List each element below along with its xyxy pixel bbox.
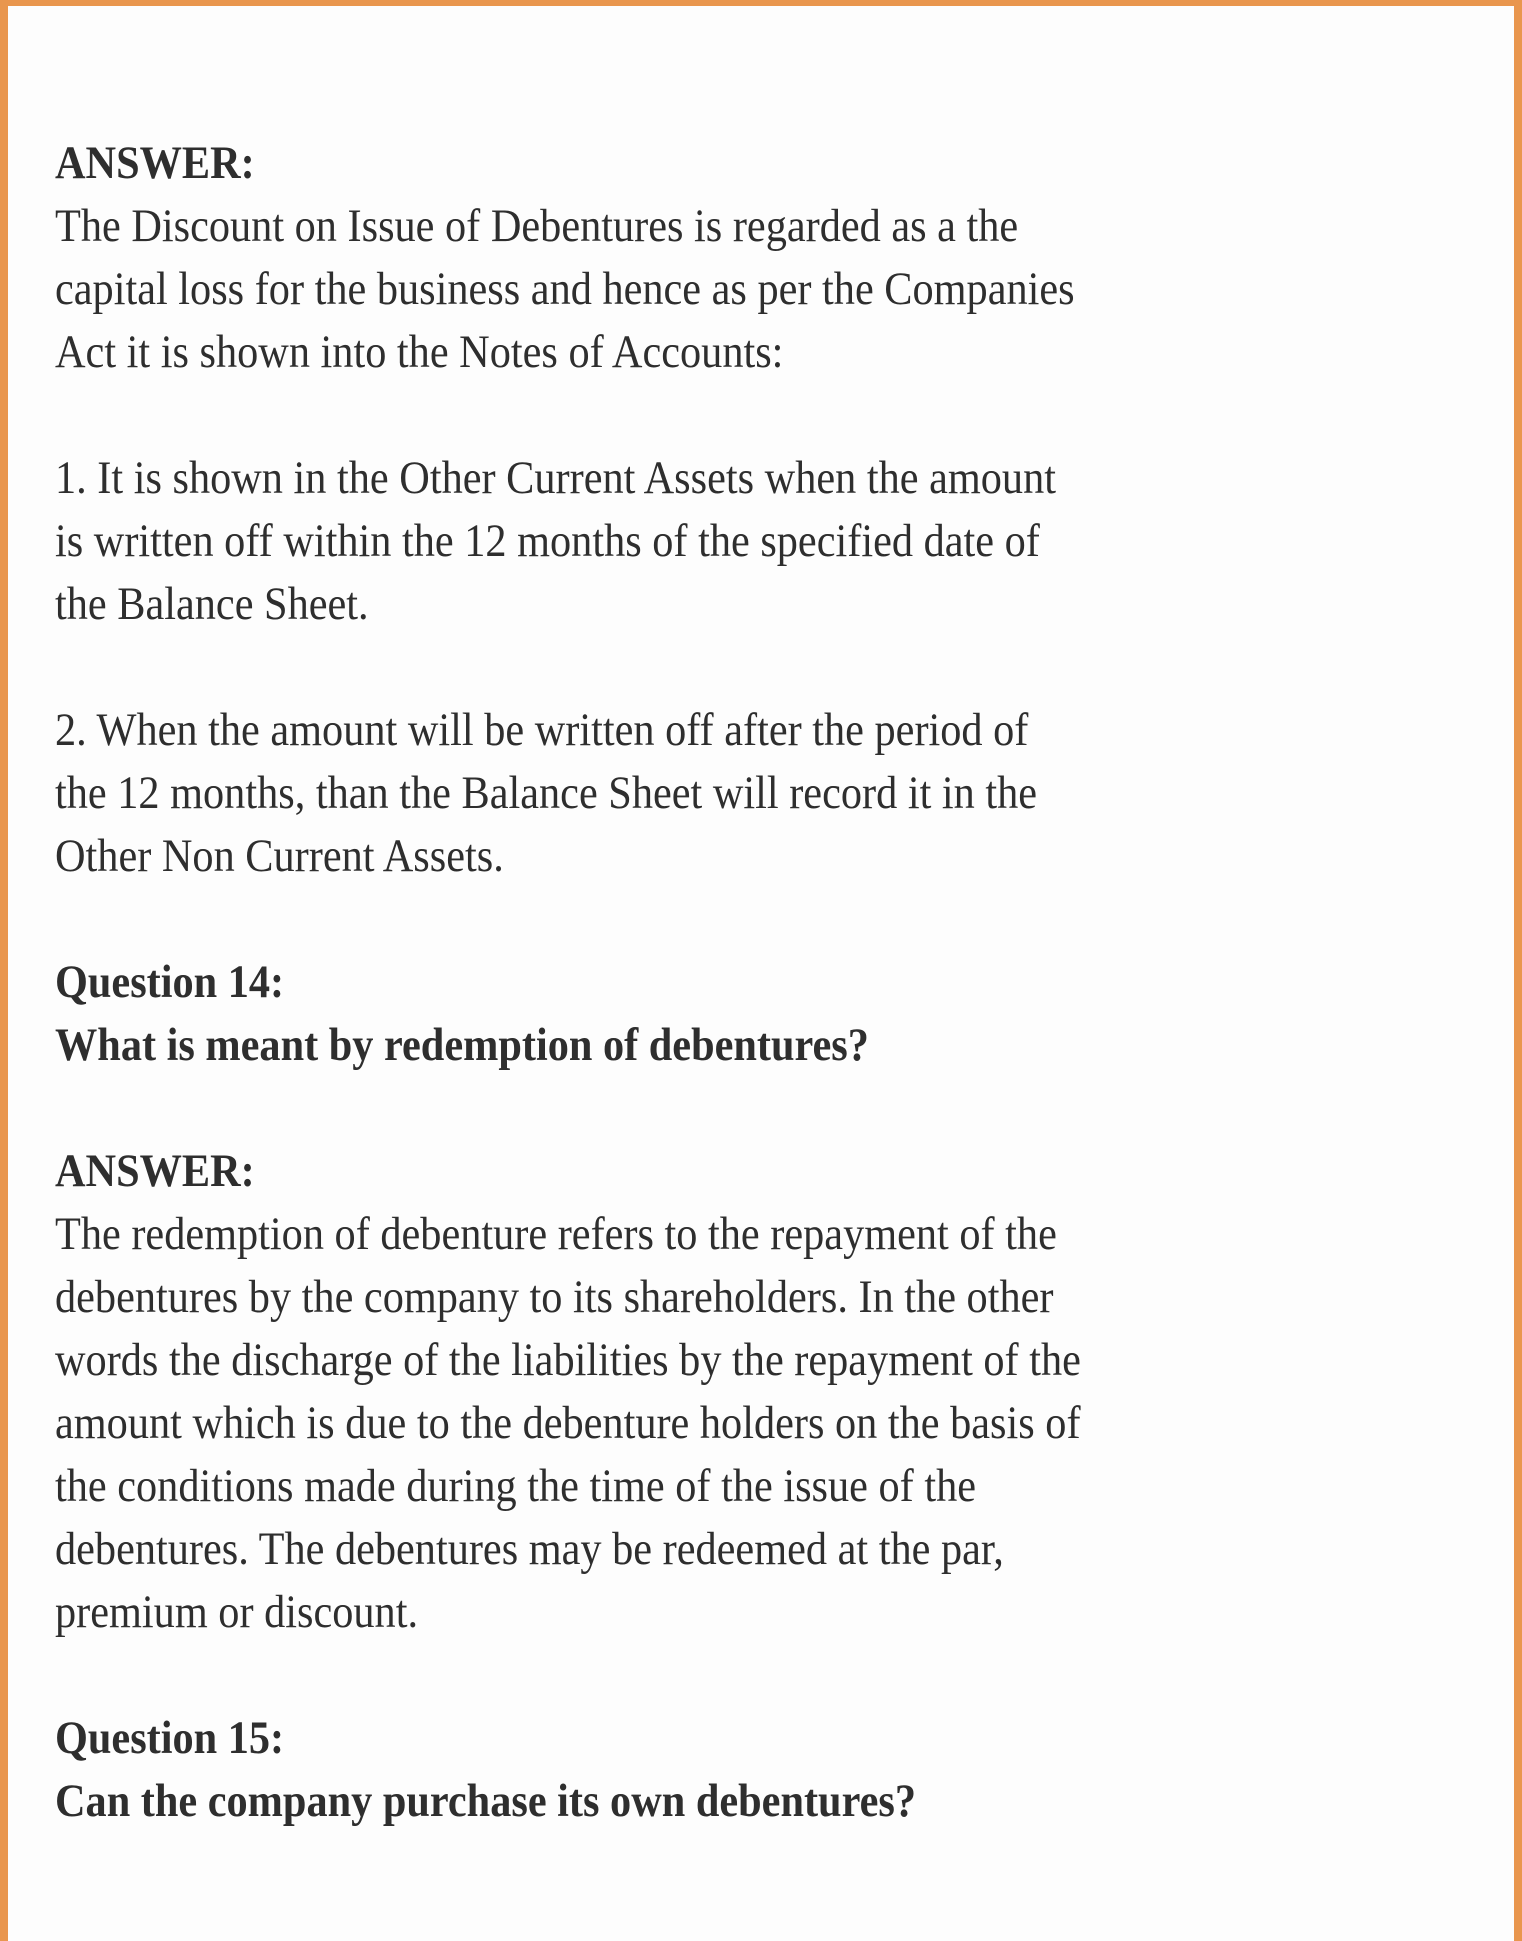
question-14-heading (55, 951, 1484, 1077)
text-line: ANSWER: (55, 1145, 255, 1197)
text-line: amount which is due to the debenture holders on the basis of (55, 1397, 1081, 1449)
text-line: the conditions made during the time of the issue of the (55, 1460, 977, 1512)
text-line: Other Non Current Assets. (55, 830, 504, 882)
text-line: is written off within the 12 months of the specified date of (55, 515, 1040, 567)
text-line: debentures. The debentures may be redeemed at the par, (55, 1523, 1004, 1575)
text-line: ANSWER: (55, 137, 255, 189)
answer-heading-2 (55, 1140, 1484, 1203)
text-line: Can the company purchase its own debentures? (55, 1775, 916, 1827)
answer-2-paragraph (55, 1203, 1484, 1644)
text-line: Question 14: (55, 956, 285, 1008)
text-line: the 12 months, than the Balance Sheet will record it in the (55, 767, 1038, 819)
text-line: debentures by the company to its shareholders. In the other (55, 1271, 1054, 1323)
answer-1-paragraph (55, 195, 1484, 384)
document-content (8, 6, 1514, 1833)
text-line: Question 15: (55, 1712, 285, 1764)
question-15-heading (55, 1707, 1484, 1833)
answer-heading-1 (55, 132, 1484, 195)
text-line: What is meant by redemption of debentures? (55, 1019, 869, 1071)
text-line: Act it is shown into the Notes of Accounts: (55, 326, 784, 378)
numbered-point-2 (55, 699, 1484, 888)
text-line: The Discount on Issue of Debentures is regarded as a the (55, 200, 1019, 252)
text-line: capital loss for the business and hence as per the Companies (55, 263, 1075, 315)
text-line: words the discharge of the liabilities by the repayment of the (55, 1334, 1081, 1386)
text-line: the Balance Sheet. (55, 578, 369, 630)
text-line: The redemption of debenture refers to the repayment of the (55, 1208, 1057, 1260)
numbered-point-1 (55, 447, 1484, 636)
text-line: 1. It is shown in the Other Current Assets when the amount (55, 452, 1056, 504)
text-line: 2. When the amount will be written off after the period of (55, 704, 1029, 756)
text-line: premium or discount. (55, 1586, 419, 1638)
